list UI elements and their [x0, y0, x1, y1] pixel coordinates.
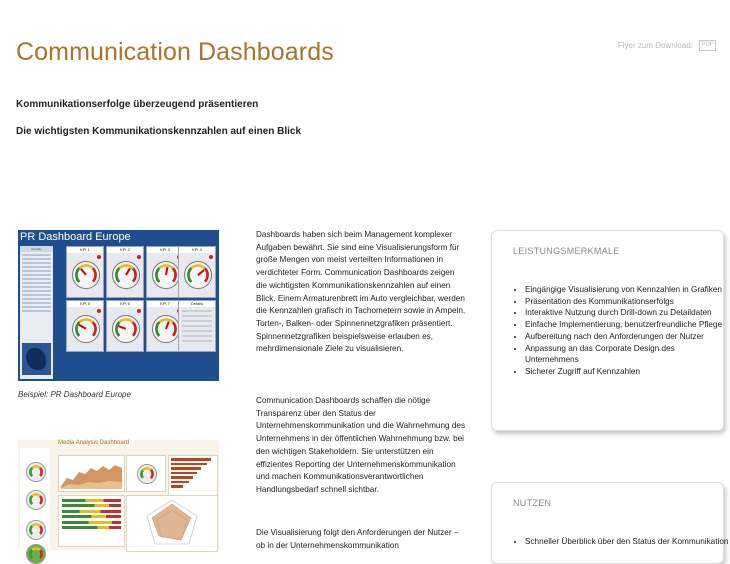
- dashboard-sidebar: [20, 246, 53, 379]
- body-paragraph-1: Dashboards haben sich beim Management komplexer Aufgaben bewährt. Sie sind eine Visualisierungsform für große Mengen von meist verteilten Informationen in verdichteter Form. Communication Dashboards zeigen die wichtigsten Kommunikationskennzahlen auf einen Blick. Einem Armaturenbrett im Auto vergleichbar, werden die Kennzahlen grafisch in Tachometern sowie in Ampeln, Torten-, Balken- oder Spinnennetzgrafiken präsentiert. Spinnennetzgrafiken beispielsweise erlauben es, mehrdimensionale Ziele zu visualisieren.: [256, 230, 466, 354]
- screenshot-caption: Beispiel: PR Dashboard Europe: [18, 390, 131, 399]
- gauge-icon: [26, 490, 46, 510]
- list-item: • Einfache Implementierung, benutzerfreundliche Pflege: [525, 319, 730, 331]
- status-light: [137, 255, 141, 259]
- kpi-panel: [106, 246, 144, 298]
- kpi-title: KPI 2: [107, 247, 143, 253]
- europe-map: [22, 343, 51, 375]
- body-paragraph-2: Communication Dashboards schaffen die nötige Transparenz über den Status der Unternehmenskommunikation und die Wahrnehmung des Unternehmens in der öffentlichen Wahrnehmung bzw. bei den wichtigen Stakeholdern. Sie unterstützen ein effizientes Reporting der Unternehmenskommunikation und machen Kommunikationsverantwortlichen Handlungsbedarf schnell sichtbar.: [256, 396, 466, 494]
- kpi-title: KPI 1: [67, 247, 103, 253]
- flyer-download-link[interactable]: [618, 40, 716, 51]
- subheading-1: Kommunikationserfolge überzeugend präsentieren: [16, 99, 259, 110]
- details-title: Details: [179, 301, 215, 307]
- pdf-icon[interactable]: PDF: [699, 40, 716, 51]
- gauge-column: [20, 448, 50, 558]
- benefits-box: [491, 482, 729, 564]
- kpi-panel: [66, 246, 104, 298]
- subheading-2: Die wichtigsten Kommunikationskennzahlen auf einen Blick: [16, 126, 302, 137]
- list-item: • Schneller Überblick über den Status der Kommunikation: [525, 536, 730, 548]
- page-title: Communication Dashboards: [16, 38, 334, 66]
- features-box: [491, 230, 724, 431]
- benefits-box-title: NUTZEN: [513, 498, 552, 508]
- list-item: • Aufbereitung nach den Anforderungen der Nutzer: [525, 331, 730, 343]
- area-chart-graphic: [59, 456, 124, 491]
- gauge-icon: [152, 315, 180, 343]
- kpi-title: KPI 7: [147, 301, 183, 307]
- pr-dashboard-screenshot[interactable]: [18, 230, 219, 381]
- list-item: • Anpassung an das Corporate Design des Unternehmens: [525, 343, 730, 366]
- list-item: • Interaktive Nutzung durch Drill-down zu Detaildaten: [525, 307, 730, 319]
- status-light: [137, 309, 141, 313]
- pr-dashboard-header: PR Dashboard Europe: [20, 231, 131, 243]
- kpi-title: KPI 3: [147, 247, 183, 253]
- sidebar-label: Country: [20, 246, 53, 252]
- list-item: • Eingängige Visualisierung von Kennzahlen in Grafiken: [525, 284, 730, 296]
- kpi-panel: [106, 300, 144, 352]
- list-item: • Sicherer Zugriff auf Kennzahlen: [525, 366, 730, 378]
- flyer-label: Flyer zum Download:: [617, 41, 693, 50]
- features-box-title: LEISTUNGSMERKMALE: [513, 246, 620, 256]
- gauge-icon: [26, 520, 46, 540]
- kpi-title: KPI 5: [67, 301, 103, 307]
- body-paragraph-3: Die Visualisierung folgt den Anforderungen der Nutzer – ob in der Unternehmenskommunikation: [256, 528, 459, 550]
- benefits-list: [513, 536, 730, 548]
- status-light: [209, 255, 213, 259]
- kpi-title: KPI 4: [179, 247, 215, 253]
- features-list: [513, 284, 730, 378]
- gauge-icon: [26, 462, 46, 482]
- area-chart-thumbnail: [58, 455, 125, 492]
- kpi-panel: [178, 246, 216, 298]
- status-light: [97, 255, 101, 259]
- gauge-icon: [137, 464, 157, 484]
- kpi-title: KPI 6: [107, 301, 143, 307]
- media-dashboard-screenshot[interactable]: [18, 440, 219, 550]
- stacked-bar-thumbnail: [58, 495, 125, 547]
- kpi-panel: [66, 300, 104, 352]
- gauge-icon: [26, 544, 46, 564]
- gauge-icon: [112, 261, 140, 289]
- gauge-icon: [112, 315, 140, 343]
- gauge-icon: [152, 261, 180, 289]
- gauge-thumbnail: [126, 455, 166, 492]
- status-light: [97, 309, 101, 313]
- media-dashboard-header: Media Analysis Dashboard: [58, 440, 130, 446]
- radar-chart-graphic: [127, 496, 217, 551]
- radar-chart-thumbnail: [126, 495, 218, 552]
- gauge-icon: [184, 261, 212, 289]
- details-panel: [178, 300, 216, 352]
- gauge-icon: [72, 261, 100, 289]
- list-item: • Präsentation des Kommunikationserfolgs: [525, 296, 730, 308]
- gauge-icon: [72, 315, 100, 343]
